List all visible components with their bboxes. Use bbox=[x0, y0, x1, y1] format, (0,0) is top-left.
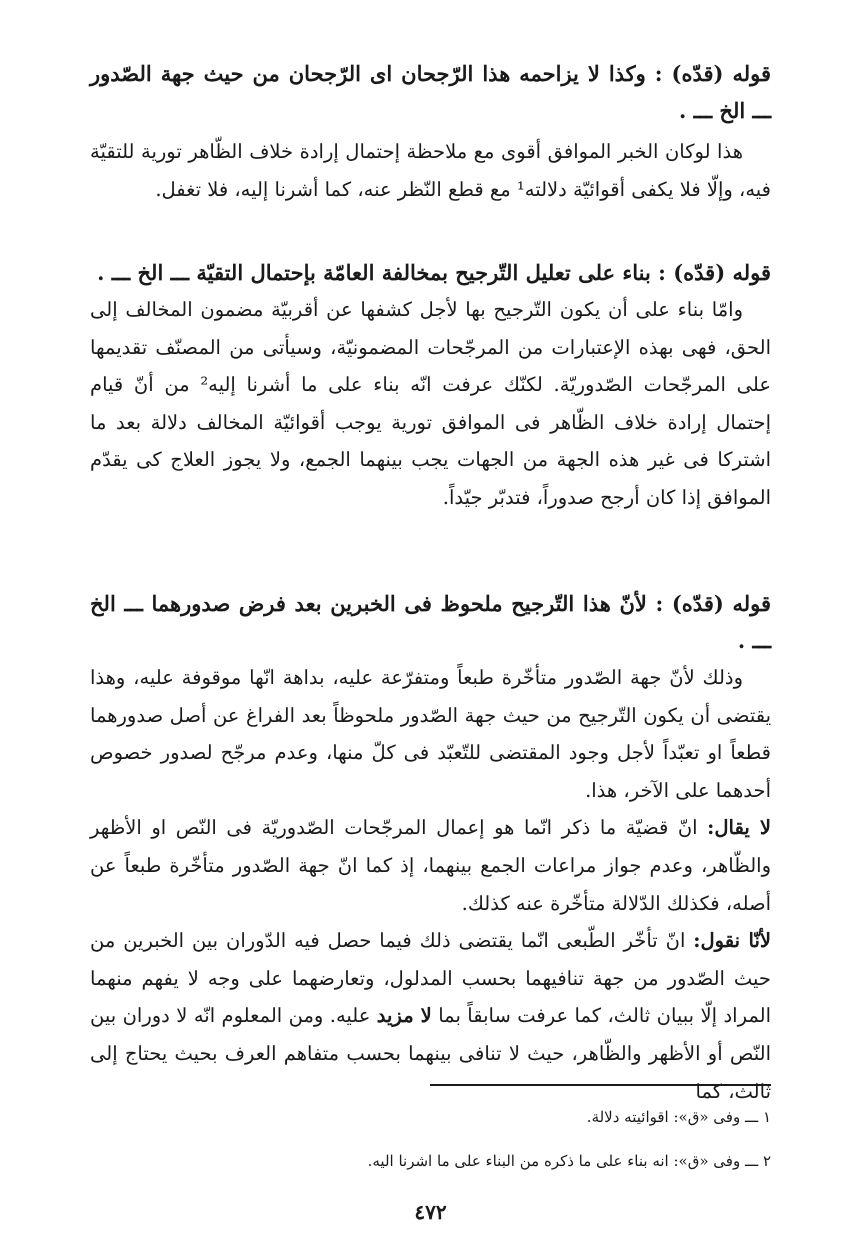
reply-text-tail: عليه. ومن المعلوم انّه لا دوران بين النّص أو الأظهر والظّاهر، حيث لا تنافى بينهما بحسب متفاهم العرف بحيث يحتاج إلى ثالث، كما bbox=[90, 1004, 771, 1103]
section-1 bbox=[90, 55, 771, 208]
section-3 bbox=[90, 585, 771, 1110]
page-number: ٤٧٢ bbox=[414, 1200, 447, 1224]
section-3-paragraph-1: وذلك لأنّ جهة الصّدور متأخّرة طبعاً ومتفرّعة عليه، بداهة انّها موقوفة عليه، وهذا يقتضى أن يكون التّرجيح من حيث جهة الصّدور ملحوظاً بعد الفراغ عن أصل صدورهما قطعاً او تعبّداً لأجل وجود المقتضى للتّعبّد فى كلّ منها، وعدم مرجّح لصدور خصوص أحدهما على الآخر، هذا. bbox=[90, 666, 771, 802]
section-3-heading: قوله (قدّه) : لأنّ هذا التّرجيح ملحوظ فى الخبرين بعد فرض صدورهما ـــ الخ ـــ . bbox=[90, 591, 771, 653]
objection-text: انّ قضيّة ما ذكر انّما هو إعمال المرجّحات الصّدوريّة فى النّص او الأظهر والظّاهر، وعدم جواز مراعات الجمع بينهما، إذ كما انّ جهة الصّدور متأخّرة طبعاً عن أصله، فكذلك الدّلالة متأخّرة عنه كذلك. bbox=[90, 816, 771, 915]
section-3-paragraph-3 bbox=[90, 922, 771, 1110]
reply-text: انّ تأخّر الطّبعى انّما يقتضى ذلك فيما حصل فيه الدّوران بين الخبرين من حيث الصّدور من جهة تنافيهما بحسب المدلول، وتعارضهما على وجه لا يفهم منهما المراد إلّا ببيان ثالث، كما عرفت سابقاً بما bbox=[90, 929, 771, 1028]
footnote-1: ١ ـــ وفى «ق»: اقوائيته دلالة. bbox=[586, 1108, 771, 1126]
reply-bold-phrase: لا مزيد bbox=[376, 1004, 432, 1028]
section-2 bbox=[90, 254, 771, 517]
section-2-heading: قوله (قدّه) : بناء على تعليل التّرجيح بمخالفة العامّة بإحتمال التقيّة ـــ الخ ـــ . bbox=[97, 260, 771, 285]
reply-label: لأنّا نقول: bbox=[693, 929, 771, 953]
footnote-divider bbox=[430, 1084, 771, 1086]
section-2-paragraph: وامّا بناء على أن يكون التّرجيح بها لأجل كشفها عن أقربيّة مضمون المخالف إلى الحق، فهى بهذه الإعتبارات من المرجّحات المضمونيّة، وسيأتى من المصنّف تقديمها على المرجّحات الصّدوريّة. لكنّك عرفت انّه بناء على ما أشرنا إليه² من أنّ قيام إحتمال إرادة خلاف الظّاهر فى الموافق تورية يوجب أقوائيّة المخالف دلالة بعد ما اشتركا فى غير هذه الجهة من الجهات يجب بينهما الجمع، ولا يجوز العلاج كى يقدّم الموافق إذا كان أرجح صدوراً، فتدبّر جيّداً. bbox=[90, 298, 772, 509]
footnote-2: ٢ ـــ وفى «ق»: انه بناء على ما ذكره من البناء على ما اشرنا اليه. bbox=[367, 1152, 771, 1170]
section-1-heading: قوله (قدّه) : وكذا لا يزاحمه هذا الرّجحان اى الرّجحان من حيث جهة الصّدور ـــ الخ ـــ . bbox=[90, 61, 771, 123]
section-3-paragraph-2 bbox=[90, 809, 771, 922]
section-1-paragraph: هذا لوكان الخبر الموافق أقوى مع ملاحظة إحتمال إرادة خلاف الظّاهر تورية للتقيّة فيه، وإلّا فلا يكفى أقوائيّة دلالته¹ مع قطع النّظر عنه، كما أشرنا إليه، فلا تغفل. bbox=[90, 140, 771, 201]
objection-label: لا يقال: bbox=[707, 816, 771, 840]
